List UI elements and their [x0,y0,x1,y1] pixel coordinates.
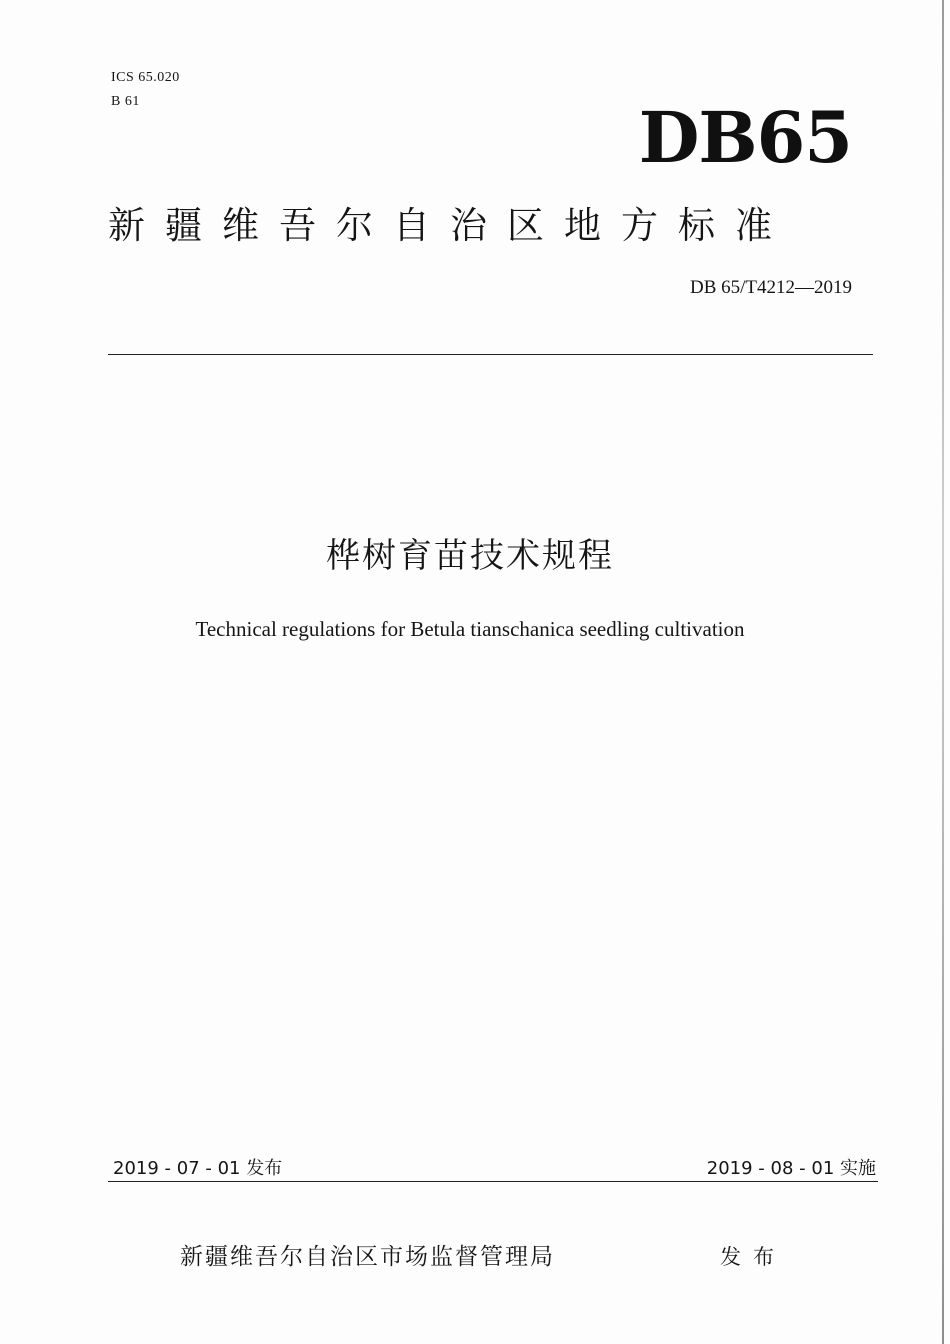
footer-divider [108,1181,878,1182]
publisher-name: 新疆维吾尔自治区市场监督管理局 [180,1244,555,1270]
scan-edge-line [942,0,944,1344]
publish-label: 发布 [720,1245,786,1269]
classification-codes [111,66,180,114]
header-divider [108,354,873,355]
ics-code: ICS 65.020 [111,70,180,85]
ccs-code: B 61 [111,94,140,109]
standard-number: DB 65/T4212—2019 [689,277,852,298]
document-title-english: Technical regulations for Betula tianschanica seedling cultivation [195,617,745,641]
issue-date: 2019 - 07 - 01 发布 [113,1158,283,1179]
document-title-chinese: 桦树育苗技术规程 [326,536,614,576]
standard-type-title: 新疆维吾尔自治区地方标准 [108,204,792,247]
implementation-date: 2019 - 08 - 01 实施 [706,1158,876,1179]
db65-logo: DB65 [638,96,852,179]
